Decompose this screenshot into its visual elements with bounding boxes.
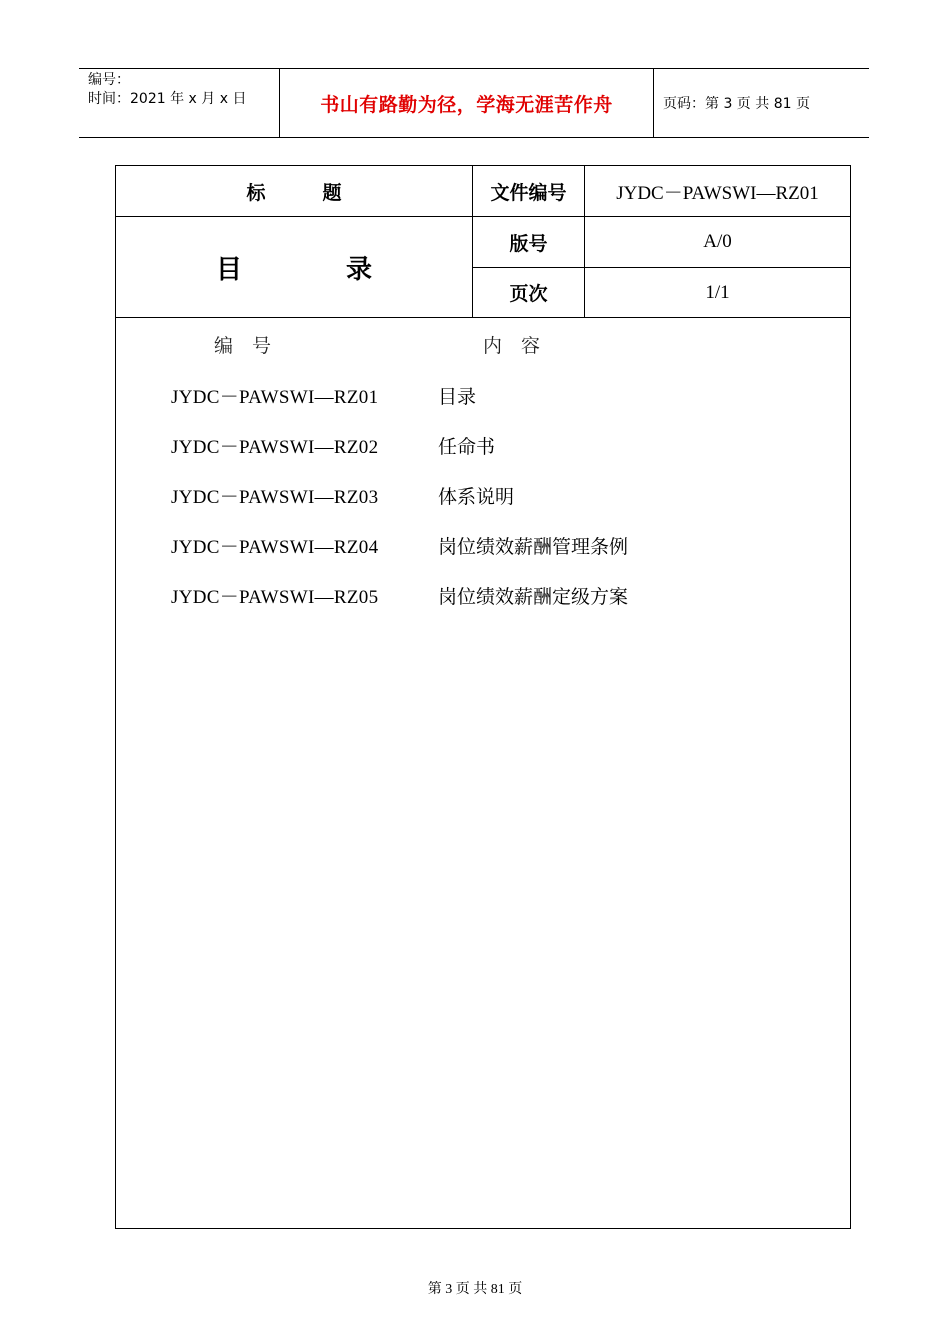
catalog-form bbox=[115, 165, 851, 1229]
document-header bbox=[79, 68, 869, 138]
header-time-label: 时间：2021 年 x 月 x 日 bbox=[88, 91, 247, 107]
main-title: 目 录 bbox=[215, 254, 372, 285]
column-heading-content: 内 容 bbox=[483, 335, 541, 357]
page-footer: 第 3 页 共 81 页 bbox=[427, 1282, 523, 1297]
version-label: 版号 bbox=[509, 232, 548, 255]
title-label: 标 题 bbox=[246, 181, 342, 204]
grid-line bbox=[116, 317, 850, 318]
header-meta bbox=[79, 69, 280, 137]
entry-text: 目录 bbox=[438, 386, 477, 408]
entry-code: JYDC－PAWSWI—RZ02 bbox=[171, 437, 379, 458]
doc-number-label: 文件编号 bbox=[490, 181, 567, 204]
page-label: 页次 bbox=[509, 283, 548, 305]
entry-code: JYDC－PAWSWI—RZ04 bbox=[171, 537, 379, 558]
header-page-info: 页码：第 3 页 共 81 页 bbox=[663, 96, 810, 112]
entry-text: 任命书 bbox=[438, 436, 496, 458]
page-value: 1/1 bbox=[705, 281, 730, 303]
entry-code: JYDC－PAWSWI—RZ05 bbox=[171, 587, 379, 608]
entry-text: 岗位绩效薪酬管理条例 bbox=[438, 536, 629, 558]
header-number-label: 编号： bbox=[88, 72, 130, 88]
entry-code: JYDC－PAWSWI—RZ01 bbox=[171, 387, 379, 408]
version-value: A/0 bbox=[703, 231, 732, 252]
entry-text: 岗位绩效薪酬定级方案 bbox=[438, 586, 629, 608]
column-heading-number: 编 号 bbox=[214, 335, 272, 357]
entry-text: 体系说明 bbox=[438, 486, 515, 508]
header-motto: 书山有路勤为径，学海无涯苦作舟 bbox=[280, 69, 654, 137]
entry-code: JYDC－PAWSWI—RZ03 bbox=[171, 487, 379, 508]
doc-number-value: JYDC－PAWSWI—RZ01 bbox=[616, 182, 819, 204]
